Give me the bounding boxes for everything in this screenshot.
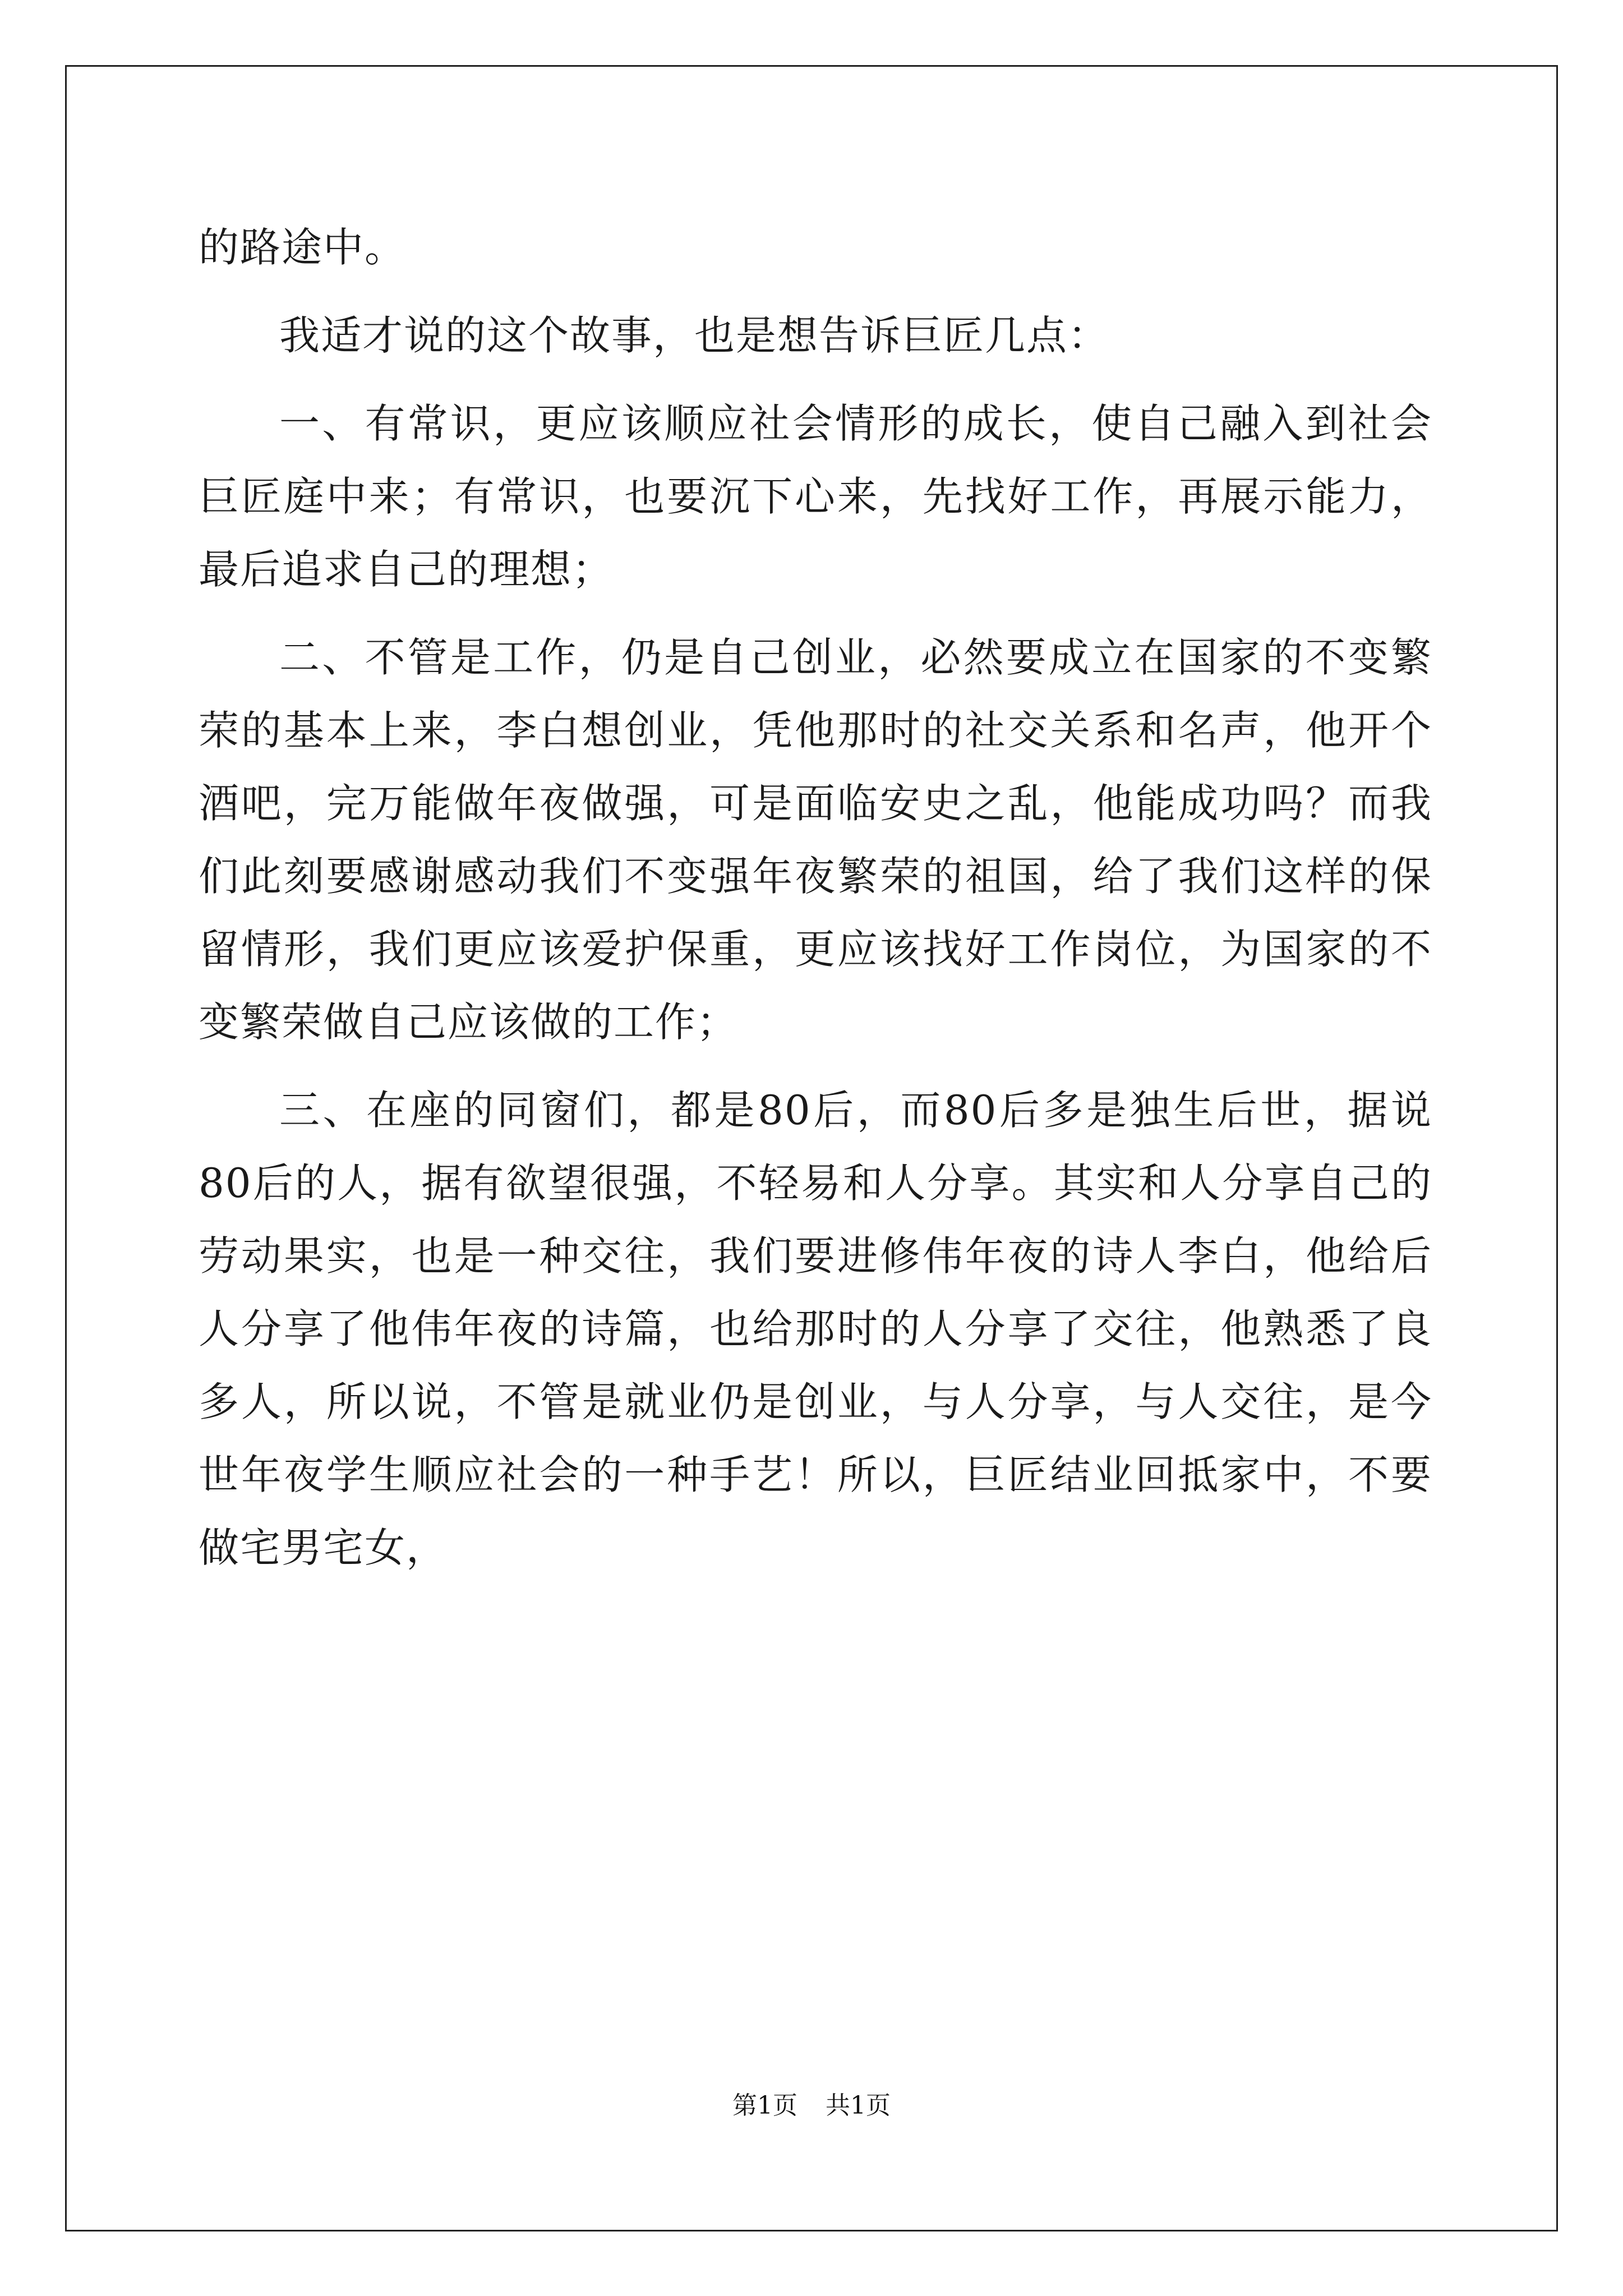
- paragraph-intro: 我适才说的这个故事，也是想告诉巨匠几点：: [279, 312, 1110, 359]
- paragraph-continuation: 的路途中。: [199, 224, 407, 271]
- page-total: 共1页: [826, 2091, 891, 2120]
- paragraph-point-two: 二、不管是工作，仍是自己创业，必然要成立在国家的不变繁荣的基本上来，李白想创业，凭他那时的社交关系和名声，他开个酒吧，完万能做年夜做强，可是面临安史之乱，他能成功吗？而我们此刻要感谢感动我们不变强年夜繁荣的祖国，给了我们这样的保留情形，我们更应该爱护保重，更应该找好工作岗位，为国家的不变繁荣做自己应该做的工作；: [199, 634, 1432, 1046]
- paragraph-point-one: 一、有常识，更应该顺应社会情形的成长，使自己融入到社会巨匠庭中来；有常识，也要沉下心来，先找好工作，再展示能力，最后追求自己的理想；: [199, 400, 1432, 593]
- page-number: 第1页: [732, 2091, 797, 2120]
- document-body: [199, 211, 1432, 1599]
- paragraph-point-three: 三、在座的同窗们，都是80后，而80后多是独生后世，据说80后的人，据有欲望很强，不轻易和人分享。其实和人分享自己的劳动果实，也是一种交往，我们要进修伟年夜的诗人李白，他给后人分享了他伟年夜的诗篇，也给那时的人分享了交往，他熟悉了良多人，所以说，不管是就业仍是创业，与人分享，与人交往，是今世年夜学生顺应社会的一种手艺！所以，巨匠结业回抵家中，不要做宅男宅女，: [199, 1087, 1432, 1571]
- page-footer: [0, 2089, 1623, 2123]
